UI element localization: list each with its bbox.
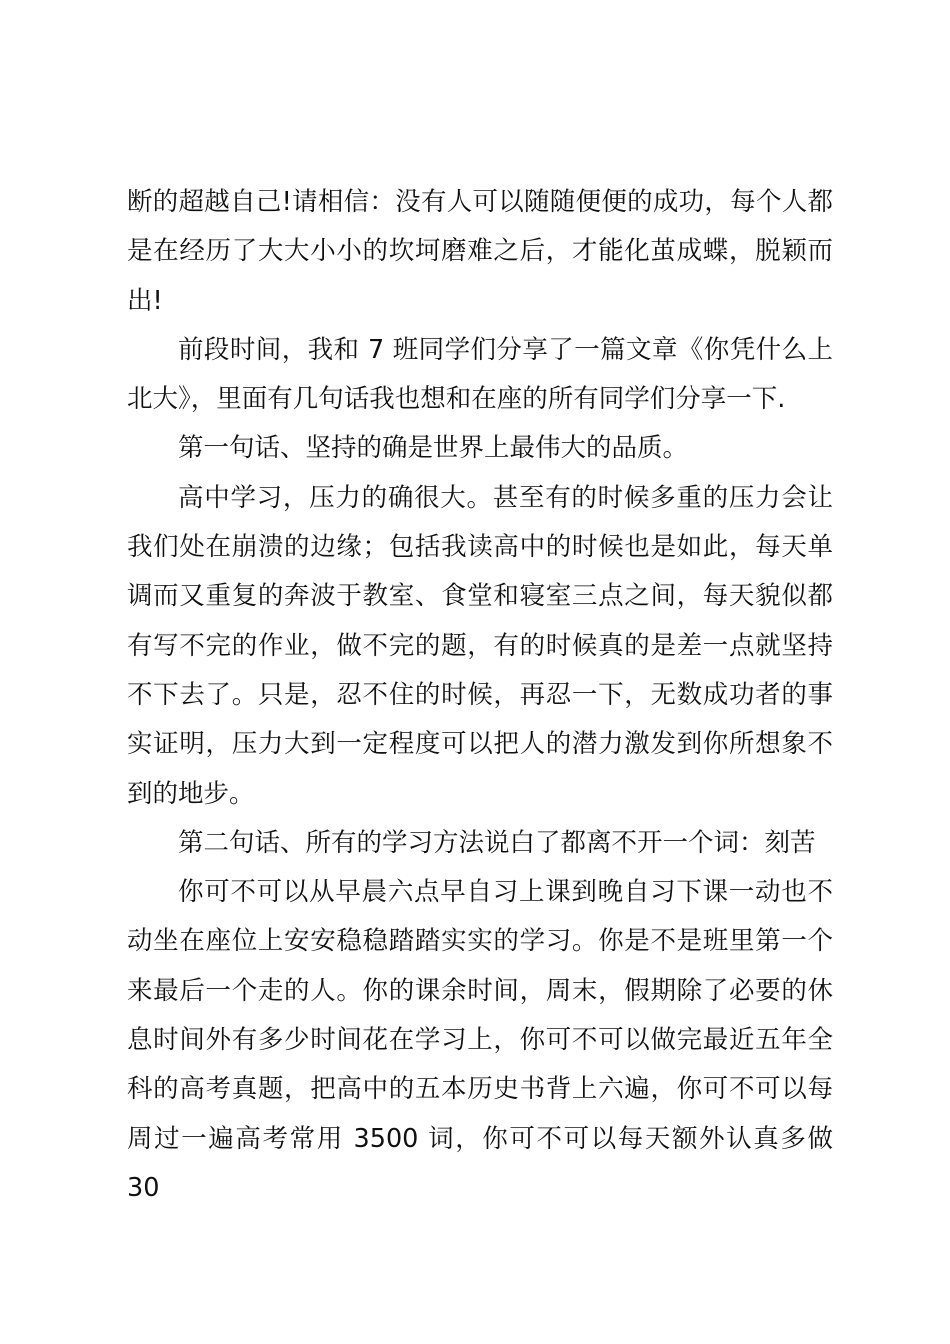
- paragraph-heading-first-sentence: 第一句话、坚持的确是世界上最伟大的品质。: [178, 433, 689, 464]
- paragraph: 你可不可以从早晨六点早自习上课到晚自习下课一动也不动坐在座位上安安稳稳踏踏实实的学习。你是不是班里第一个来最后一个走的人。你的课余时间，周末，假期除了必要的休息时间外有多少时间花在学习上，你可不可以做完最近五年全科的高考真题，把高中的五本历史书背上六遍，你可不可以每周过一遍高考常用 3500 词，你可不可以每天额外认真多做 30: [127, 877, 833, 1203]
- paragraph-continuation: 断的超越自己!请相信：没有人可以随随便便的成功，每个人都是在经历了大大小小的坎坷磨难之后，才能化茧成蝶，脱颖而出!: [127, 187, 833, 316]
- document-body: [127, 178, 833, 1213]
- paragraph-heading-second-sentence: 第二句话、所有的学习方法说白了都离不开一个词：刻苦: [178, 827, 816, 858]
- paragraph: 高中学习，压力的确很大。甚至有的时候多重的压力会让我们处在崩溃的边缘；包括我读高中的时候也是如此，每天单调而又重复的奔波于教室、食堂和寝室三点之间，每天貌似都有写不完的作业，做不完的题，有的时候真的是差一点就坚持不下去了。只是，忍不住的时候，再忍一下，无数成功者的事实证明，压力大到一定程度可以把人的潜力激发到你所想象不到的地步。: [127, 482, 833, 809]
- paragraph: 前段时间，我和 7 班同学们分享了一篇文章《你凭什么上北大》，里面有几句话我也想和在座的所有同学们分享一下.: [127, 334, 833, 415]
